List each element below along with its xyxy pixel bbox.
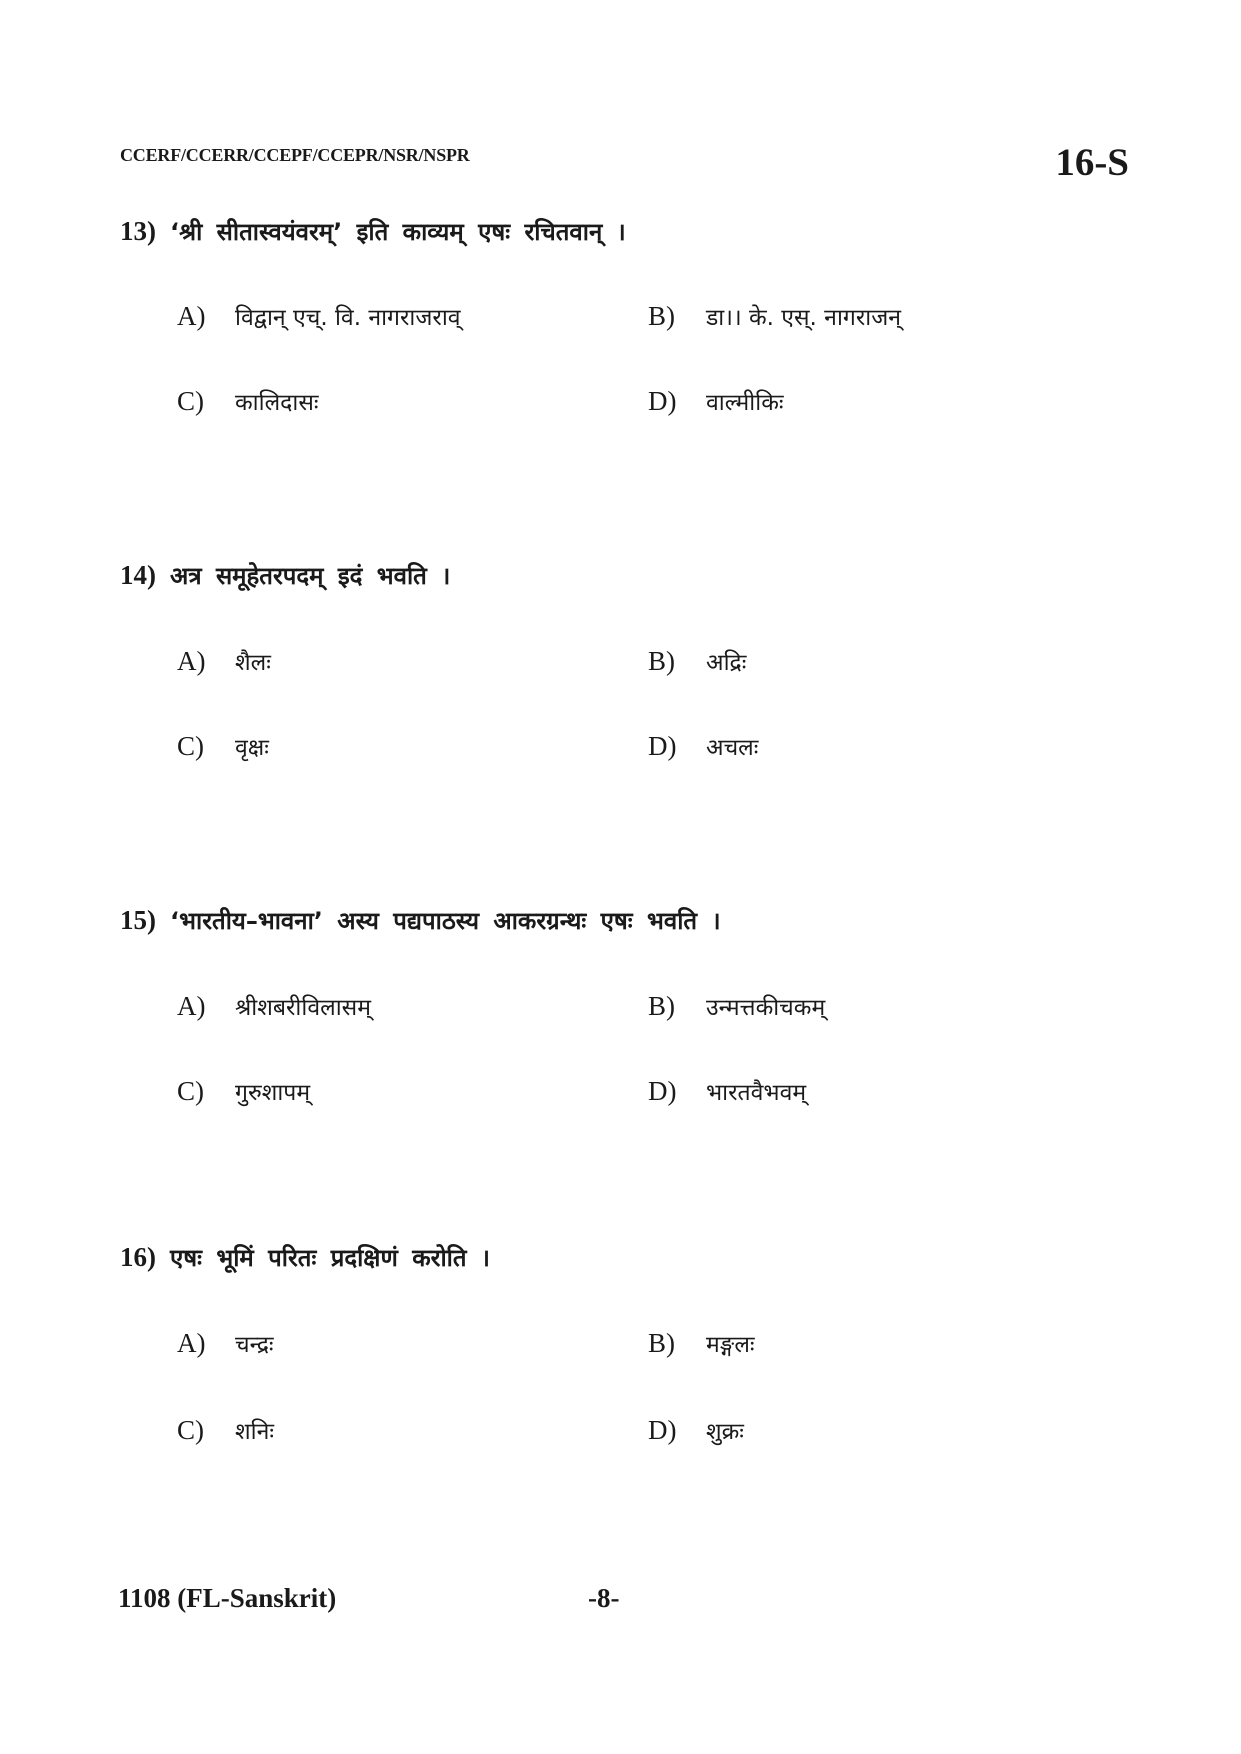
option-text: वृक्षः (235, 735, 269, 761)
option-letter: B) (648, 991, 675, 1021)
option-16-d (648, 1414, 744, 1446)
option-15-d (648, 1075, 806, 1107)
question-stem (120, 211, 1130, 252)
option-text: डा।। के. एस्. नागराजन् (706, 305, 902, 331)
question-number: 15) (120, 905, 156, 935)
question-stem (120, 555, 1130, 596)
option-text: शैलः (235, 650, 271, 676)
option-text: उन्मत्तकीचकम् (706, 995, 826, 1021)
option-text: शुक्रः (706, 1419, 744, 1445)
question-text: एषः भूमिं परितः प्रदक्षिणं करोति । (170, 1244, 491, 1272)
option-text: चन्द्रः (235, 1332, 274, 1358)
option-15-a (177, 990, 371, 1022)
question-stem (120, 1237, 1130, 1278)
option-16-b (648, 1327, 755, 1359)
option-letter: C) (177, 386, 204, 416)
question-14 (120, 555, 1130, 596)
option-text: अचलः (706, 735, 759, 761)
option-letter: B) (648, 646, 675, 676)
option-text: शनिः (235, 1419, 275, 1445)
question-text: ‘भारतीय–भावना’ अस्य पद्यपाठस्य आकरग्रन्थः एषः भवति । (170, 907, 721, 935)
question-stem (120, 900, 1130, 941)
option-16-c (177, 1414, 274, 1446)
question-13 (120, 211, 1130, 252)
option-text: भारतवैभवम् (706, 1080, 807, 1106)
option-letter: D) (648, 386, 677, 416)
paper-code: 1108 (FL-Sanskrit) (118, 1583, 337, 1613)
option-13-b (648, 300, 901, 332)
option-14-a (177, 645, 271, 677)
exam-code: CCERF/CCERR/CCEPF/CCEPR/NSR/NSPR (120, 145, 470, 165)
option-text: अद्रिः (706, 650, 747, 676)
option-text: गुरुशापम् (235, 1080, 311, 1106)
option-letter: D) (648, 1415, 677, 1445)
option-letter: D) (648, 1076, 677, 1106)
option-letter: C) (177, 1076, 204, 1106)
page-number: -8- (588, 1583, 620, 1613)
option-text: श्रीशबरीविलासम् (235, 995, 371, 1021)
option-14-b (648, 645, 746, 677)
question-16 (120, 1237, 1130, 1278)
option-letter: A) (177, 646, 206, 676)
question-text: ‘श्री सीतास्वयंवरम्’ इति काव्यम् एषः रचितवान् । (170, 218, 626, 246)
option-13-d (648, 385, 784, 417)
option-13-a (177, 300, 461, 332)
option-text: विद्वान् एच्. वि. नागराजराव् (235, 305, 461, 331)
option-13-c (177, 385, 319, 417)
option-15-b (648, 990, 825, 1022)
option-14-d (648, 730, 758, 762)
option-letter: A) (177, 1328, 206, 1358)
option-letter: B) (648, 301, 675, 331)
option-16-a (177, 1327, 274, 1359)
option-14-c (177, 730, 269, 762)
option-letter: A) (177, 991, 206, 1021)
option-letter: C) (177, 731, 204, 761)
option-letter: A) (177, 301, 206, 331)
question-number: 14) (120, 560, 156, 590)
question-set-label: 16-S (1055, 141, 1129, 184)
option-15-c (177, 1075, 310, 1107)
option-letter: D) (648, 731, 677, 761)
option-text: मङ्गलः (706, 1332, 755, 1358)
question-number: 16) (120, 1242, 156, 1272)
option-letter: C) (177, 1415, 204, 1445)
question-15 (120, 900, 1130, 941)
question-number: 13) (120, 216, 156, 246)
option-text: वाल्मीकिः (706, 390, 784, 416)
question-text: अत्र समूहेतरपदम् इदं भवति । (170, 562, 451, 590)
option-letter: B) (648, 1328, 675, 1358)
option-text: कालिदासः (235, 390, 319, 416)
